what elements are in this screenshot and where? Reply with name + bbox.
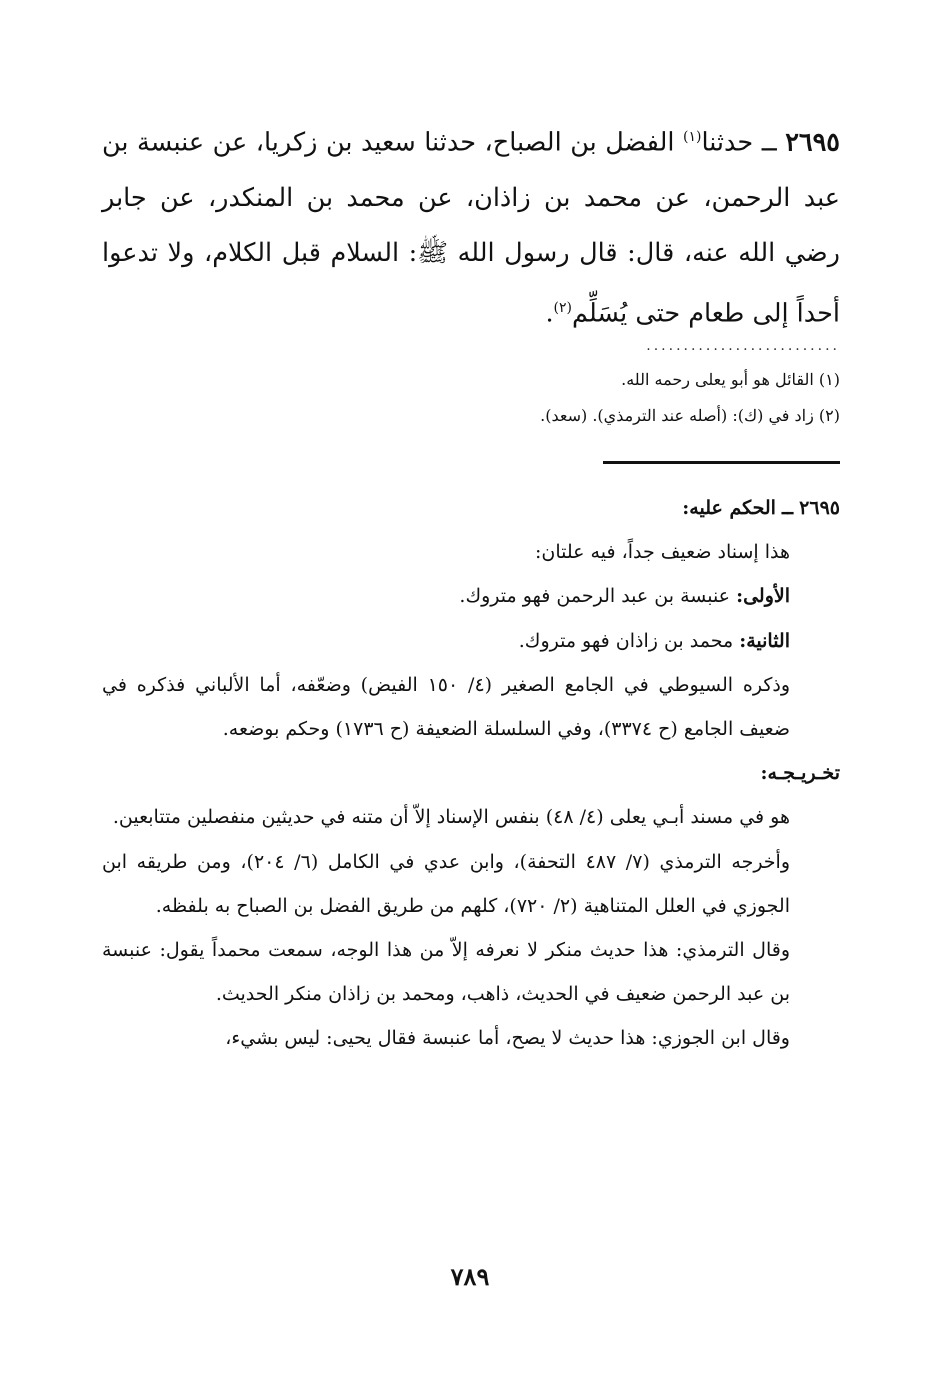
footnote-ref-1: (١) xyxy=(682,129,702,145)
hadith-text-body: الفضل بن الصباح، حدثنا سعيد بن زكريا، عن عنبسة بن عبد الرحمن، عن محمد بن زاذان، عن محمد بن المنكدر، عن جابر رضي الله عنه، قال: قال رسول الله ﷺ: السلام قبل الكلام، ولا تدعوا أحداً إلى طعام حتى يُسَلِّم xyxy=(102,127,840,328)
ruling-heading-dash: ــ xyxy=(781,497,794,519)
hadith-end: . xyxy=(545,298,554,328)
paragraph-tirmidhi: وأخرجه الترمذي (٧/ ٤٨٧ التحفة)، وابن عدي في الكامل (٦/ ٢٠٤)، ومن طريقه ابن الجوزي في العلل المتناهية (٢/ ٧٢٠)، كلهم من طريق الفضل بن الصباح به بلفظه. xyxy=(102,850,791,917)
hadith-text xyxy=(102,110,840,341)
second-defect xyxy=(102,619,840,663)
second-defect-label: الثانية: xyxy=(739,629,790,652)
footnote-1: (١) القائل هو أبو يعلى رحمه الله. xyxy=(621,370,840,389)
section-divider xyxy=(603,461,840,464)
ruling-intro: هذا إسناد ضعيف جداً، فيه علتان: xyxy=(535,541,790,564)
first-defect-text: عنبسة بن عبد الرحمن فهو متروك. xyxy=(459,585,731,608)
paragraph-suyuti: وذكره السيوطي في الجامع الصغير (٤/ ١٥٠ الفيض) وضعّفه، أما الألباني فذكره في ضعيف الجامع (ح ٣٣٧٤)، وفي السلسلة الضعيفة (ح ١٧٣٦) وحكم بوضعه. xyxy=(102,673,790,741)
ruling-heading-title: الحكم عليه: xyxy=(682,497,776,519)
commentary xyxy=(102,486,840,1061)
paragraph-tirmidhi-said: وقال الترمذي: هذا حديث منكر لا نعرفه إلاّ من هذا الوجه، سمعت محمداً يقول: عنبسة بن عبد الرحمن ضعيف في الحديث، ذاهب، ومحمد بن زاذان منكر الحديث. xyxy=(102,939,790,1006)
page-number: ٧٨٩ xyxy=(450,1262,490,1291)
footnote-ref-2: (٢) xyxy=(553,299,573,316)
takhrij-heading-text: تخـريـجـه: xyxy=(760,762,840,785)
hadith-dash: ــ xyxy=(761,127,777,158)
footnote-separator: .......................... xyxy=(646,338,840,354)
ruling-heading xyxy=(102,486,840,530)
ruling-heading-number: ٢٦٩٥ xyxy=(799,497,840,519)
paragraph-musnad: هو في مسند أبـي يعلى (٤/ ٤٨) بنفس الإسناد إلاّ أن متنه في حديثين منفصلين متتابعين. xyxy=(112,806,790,829)
paragraph-ibn-jawzi: وقال ابن الجوزي: هذا حديث لا يصح، أما عنبسة فقال يحيى: ليس بشيء، xyxy=(225,1027,790,1050)
takhrij-heading xyxy=(102,751,840,795)
footnote-2: (٢) زاد في (ك): (أصله عند الترمذي). (سعد). xyxy=(540,406,840,425)
hadith-text-start: حدثنا xyxy=(701,127,754,158)
hadith-number: ٢٦٩٥ xyxy=(785,127,841,158)
first-defect xyxy=(102,574,840,618)
second-defect-text: محمد بن زاذان فهو متروك. xyxy=(518,629,734,652)
first-defect-label: الأولى: xyxy=(736,585,790,608)
